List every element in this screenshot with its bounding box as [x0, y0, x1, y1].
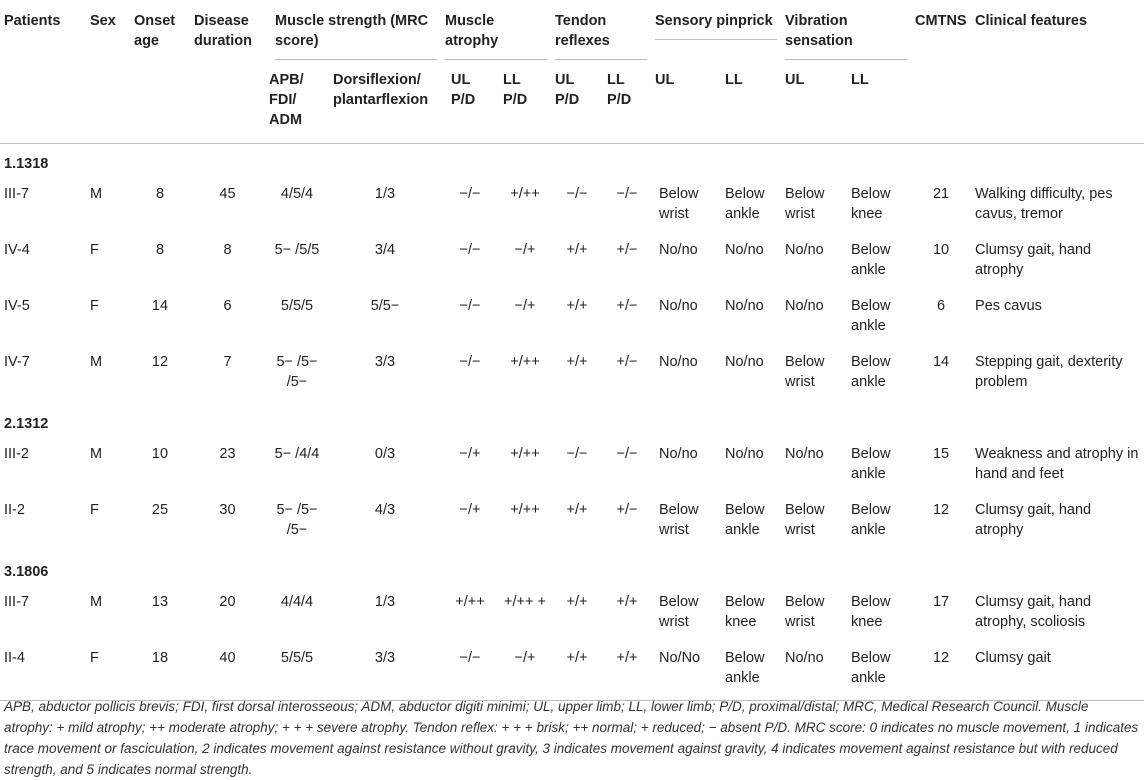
- vibration-ll-cell: Below ankle: [851, 446, 891, 482]
- patient-cell: IV-4: [4, 242, 30, 258]
- apb-cell: 5/5/5: [280, 298, 314, 314]
- reflex-ul-cell: +/+: [566, 594, 588, 610]
- clinical-features-cell: Weakness and atrophy in hand and feet: [975, 446, 1139, 482]
- pinprick-ll-cell: No/no: [725, 446, 764, 462]
- atrophy-ul-cell: +/++: [455, 594, 485, 610]
- reflex-ul-cell: −/−: [566, 186, 588, 202]
- sex-cell: F: [90, 242, 99, 258]
- pinprick-ll-cell: Below knee: [725, 594, 765, 630]
- table-body: [0, 144, 1144, 702]
- onset-age-cell: 25: [151, 502, 169, 518]
- pinprick-ul-cell: No/no: [659, 298, 698, 314]
- onset-age-cell: 8: [155, 186, 165, 202]
- vibration-ul-cell: No/no: [785, 446, 824, 462]
- table-row: [0, 644, 1144, 701]
- header-muscle-atrophy: Muscle atrophy: [441, 0, 551, 64]
- vibration-ul-cell: No/no: [785, 242, 824, 258]
- atrophy-ll-cell: +/++: [510, 186, 540, 202]
- reflex-ll-cell: −/−: [616, 186, 638, 202]
- reflex-ul-cell: +/+: [566, 242, 588, 258]
- disease-duration-cell: 7: [223, 354, 232, 370]
- vibration-ul-cell: Below wrist: [785, 186, 825, 222]
- onset-age-cell: 12: [151, 354, 169, 370]
- cmtns-cell: 15: [932, 446, 950, 462]
- patient-cell: III-7: [4, 186, 29, 202]
- vibration-ll-cell: Below ankle: [851, 650, 891, 686]
- table-row: [0, 180, 1144, 236]
- header-cmtns: CMTNS: [911, 0, 971, 144]
- cmtns-cell: 17: [932, 594, 950, 610]
- group-row: [0, 552, 1144, 588]
- disease-duration-cell: 6: [223, 298, 232, 314]
- header-disease-duration: Disease duration: [190, 0, 265, 144]
- clinical-features-cell: Stepping gait, dexterity problem: [975, 354, 1123, 390]
- patient-cell: II-2: [4, 502, 25, 518]
- pinprick-ll-cell: Below ankle: [725, 502, 765, 538]
- dorsiflexion-cell: 3/4: [374, 242, 396, 258]
- vibration-ul-cell: Below wrist: [785, 594, 825, 630]
- vibration-ul-cell: Below wrist: [785, 354, 825, 390]
- sex-cell: M: [90, 446, 103, 462]
- dorsiflexion-cell: 4/3: [374, 502, 396, 518]
- onset-age-cell: 14: [151, 298, 169, 314]
- pinprick-ul-cell: Below wrist: [659, 594, 699, 630]
- sex-cell: M: [90, 354, 103, 370]
- subheader-vib-ul: UL: [781, 64, 847, 144]
- atrophy-ul-cell: −/−: [459, 298, 481, 314]
- atrophy-ul-cell: −/+: [459, 502, 481, 518]
- pinprick-ul-cell: No/no: [659, 354, 698, 370]
- dorsiflexion-cell: 3/3: [374, 650, 396, 666]
- onset-age-cell: 8: [155, 242, 165, 258]
- pinprick-ul-cell: Below wrist: [659, 502, 699, 538]
- cmtns-cell: 12: [932, 502, 950, 518]
- onset-age-cell: 10: [151, 446, 169, 462]
- table-row: [0, 348, 1144, 404]
- group-label: 3.1806: [4, 564, 49, 580]
- pinprick-ul-cell: No/No: [659, 650, 701, 666]
- table-row: [0, 292, 1144, 348]
- pinprick-ll-cell: Below ankle: [725, 650, 765, 686]
- atrophy-ll-cell: −/+: [514, 650, 536, 666]
- dorsiflexion-cell: 3/3: [374, 354, 396, 370]
- cmtns-cell: 14: [932, 354, 950, 370]
- reflex-ll-cell: +/−: [616, 502, 638, 518]
- atrophy-ul-cell: −/−: [459, 242, 481, 258]
- pinprick-ll-cell: Below ankle: [725, 186, 765, 222]
- table-row: [0, 588, 1144, 644]
- reflex-ul-cell: +/+: [566, 502, 588, 518]
- atrophy-ll-cell: −/+: [514, 298, 536, 314]
- table-row: [0, 440, 1144, 496]
- subheader-reflex-ll: LL P/D: [603, 64, 651, 144]
- patient-cell: III-7: [4, 594, 29, 610]
- pinprick-ul-cell: No/no: [659, 446, 698, 462]
- reflex-ul-cell: +/+: [566, 298, 588, 314]
- dorsiflexion-cell: 5/5−: [370, 298, 400, 314]
- vibration-ll-cell: Below ankle: [851, 502, 891, 538]
- patient-cell: IV-7: [4, 354, 30, 370]
- dorsiflexion-cell: 1/3: [374, 186, 396, 202]
- clinical-features-cell: Clumsy gait: [975, 650, 1051, 666]
- atrophy-ul-cell: −/−: [459, 354, 481, 370]
- pinprick-ll-cell: No/no: [725, 354, 764, 370]
- subheader-pinprick-ll: LL: [721, 64, 781, 144]
- header-onset-age: Onset age: [130, 0, 190, 144]
- dorsiflexion-cell: 1/3: [374, 594, 396, 610]
- vibration-ll-cell: Below ankle: [851, 298, 891, 334]
- header-vibration-sensation: Vibration sensation: [781, 0, 911, 64]
- vibration-ll-cell: Below ankle: [851, 354, 891, 390]
- vibration-ll-cell: Below knee: [851, 186, 891, 222]
- clinical-features-cell: Clumsy gait, hand atrophy: [975, 502, 1092, 538]
- table-footnote: APB, abductor pollicis brevis; FDI, first dorsal interosseous; ADM, abductor digiti minimi; UL, upper limb; LL, lower limb; P/D, proximal/distal; MRC, Medical Research Council. Muscle atrophy: + mild atrophy; ++ moderate atrophy; + + + severe atrophy. Tendon reflex: + + + brisk; ++ normal; + reduced; − absent P/D. MRC score: 0 indicates no muscle movement, 1 indicates trace movement or fasciculation, 2 indicates movement against resistance without gravity, 3 indicates movement against gravity, 4 indicates movement against resistance but with reduced strength, and 5 indicates normal strength.: [4, 699, 1139, 777]
- reflex-ul-cell: +/+: [566, 354, 588, 370]
- cmtns-cell: 12: [932, 650, 950, 666]
- cmtns-cell: 21: [932, 186, 950, 202]
- header-sex: Sex: [86, 0, 130, 144]
- disease-duration-cell: 45: [219, 186, 236, 202]
- subheader-vib-ll: LL: [847, 64, 911, 144]
- reflex-ll-cell: +/−: [616, 242, 638, 258]
- apb-cell: 5− /5/5: [274, 242, 320, 258]
- apb-cell: 5− /4/4: [274, 446, 320, 462]
- header-patients: Patients: [0, 0, 86, 144]
- header-clinical-features: Clinical features: [971, 0, 1144, 144]
- clinical-features-cell: Pes cavus: [975, 298, 1042, 314]
- cmtns-cell: 10: [932, 242, 950, 258]
- disease-duration-cell: 30: [219, 502, 236, 518]
- atrophy-ll-cell: +/++: [510, 354, 540, 370]
- atrophy-ul-cell: −/+: [459, 446, 481, 462]
- reflex-ll-cell: +/+: [616, 650, 638, 666]
- vibration-ll-cell: Below ankle: [851, 242, 891, 278]
- atrophy-ll-cell: +/++: [510, 502, 540, 518]
- clinical-features-cell: Walking difficulty, pes cavus, tremor: [975, 186, 1113, 222]
- vibration-ll-cell: Below knee: [851, 594, 891, 630]
- table-row: [0, 236, 1144, 292]
- cmtns-cell: 6: [936, 298, 946, 314]
- patient-cell: IV-5: [4, 298, 30, 314]
- sex-cell: F: [90, 650, 99, 666]
- sex-cell: M: [90, 186, 103, 202]
- sex-cell: F: [90, 298, 99, 314]
- group-label: 2.1312: [4, 416, 49, 432]
- apb-cell: 4/4/4: [280, 594, 314, 610]
- pinprick-ll-cell: No/no: [725, 242, 764, 258]
- atrophy-ll-cell: −/+: [514, 242, 536, 258]
- atrophy-ul-cell: −/−: [459, 650, 481, 666]
- atrophy-ll-cell: +/++ +: [504, 594, 546, 610]
- atrophy-ul-cell: −/−: [459, 186, 481, 202]
- subheader-dorsiflexion: Dorsiflexion/ plantarflexion: [329, 64, 441, 144]
- vibration-ul-cell: No/no: [785, 298, 824, 314]
- header-tendon-reflexes: Tendon reflexes: [551, 0, 651, 64]
- clinical-features-cell: Clumsy gait, hand atrophy, scoliosis: [975, 594, 1092, 630]
- subheader-apb: APB/ FDI/ ADM: [265, 64, 329, 144]
- vibration-ul-cell: Below wrist: [785, 502, 825, 538]
- reflex-ul-cell: −/−: [566, 446, 588, 462]
- header-muscle-strength: Muscle strength (MRC score): [265, 0, 441, 64]
- sex-cell: M: [90, 594, 103, 610]
- sex-cell: F: [90, 502, 99, 518]
- disease-duration-cell: 40: [219, 650, 236, 666]
- table-row: [0, 496, 1144, 552]
- patient-cell: III-2: [4, 446, 29, 462]
- subheader-atrophy-ul: UL P/D: [441, 64, 499, 144]
- onset-age-cell: 13: [151, 594, 169, 610]
- subheader-atrophy-ll: LL P/D: [499, 64, 551, 144]
- atrophy-ll-cell: +/++: [510, 446, 540, 462]
- reflex-ll-cell: +/−: [616, 298, 638, 314]
- vibration-ul-cell: No/no: [785, 650, 824, 666]
- subheader-reflex-ul: UL P/D: [551, 64, 603, 144]
- patient-cell: II-4: [4, 650, 25, 666]
- apb-cell: 5− /5− /5−: [276, 354, 318, 390]
- clinical-features-cell: Clumsy gait, hand atrophy: [975, 242, 1092, 278]
- apb-cell: 5/5/5: [280, 650, 314, 666]
- pinprick-ul-cell: No/no: [659, 242, 698, 258]
- header-sensory-pinprick: Sensory pinprick: [651, 0, 781, 64]
- subheader-pinprick-ul: UL: [651, 64, 721, 144]
- disease-duration-cell: 20: [219, 594, 236, 610]
- reflex-ll-cell: −/−: [616, 446, 638, 462]
- apb-cell: 5− /5− /5−: [276, 502, 318, 538]
- group-row: [0, 144, 1144, 181]
- disease-duration-cell: 8: [223, 242, 232, 258]
- apb-cell: 4/5/4: [280, 186, 314, 202]
- reflex-ll-cell: +/−: [616, 354, 638, 370]
- group-label: 1.1318: [4, 156, 49, 172]
- pinprick-ll-cell: No/no: [725, 298, 764, 314]
- reflex-ll-cell: +/+: [616, 594, 638, 610]
- pinprick-ul-cell: Below wrist: [659, 186, 699, 222]
- disease-duration-cell: 23: [219, 446, 236, 462]
- reflex-ul-cell: +/+: [566, 650, 588, 666]
- dorsiflexion-cell: 0/3: [374, 446, 396, 462]
- group-row: [0, 404, 1144, 440]
- onset-age-cell: 18: [151, 650, 169, 666]
